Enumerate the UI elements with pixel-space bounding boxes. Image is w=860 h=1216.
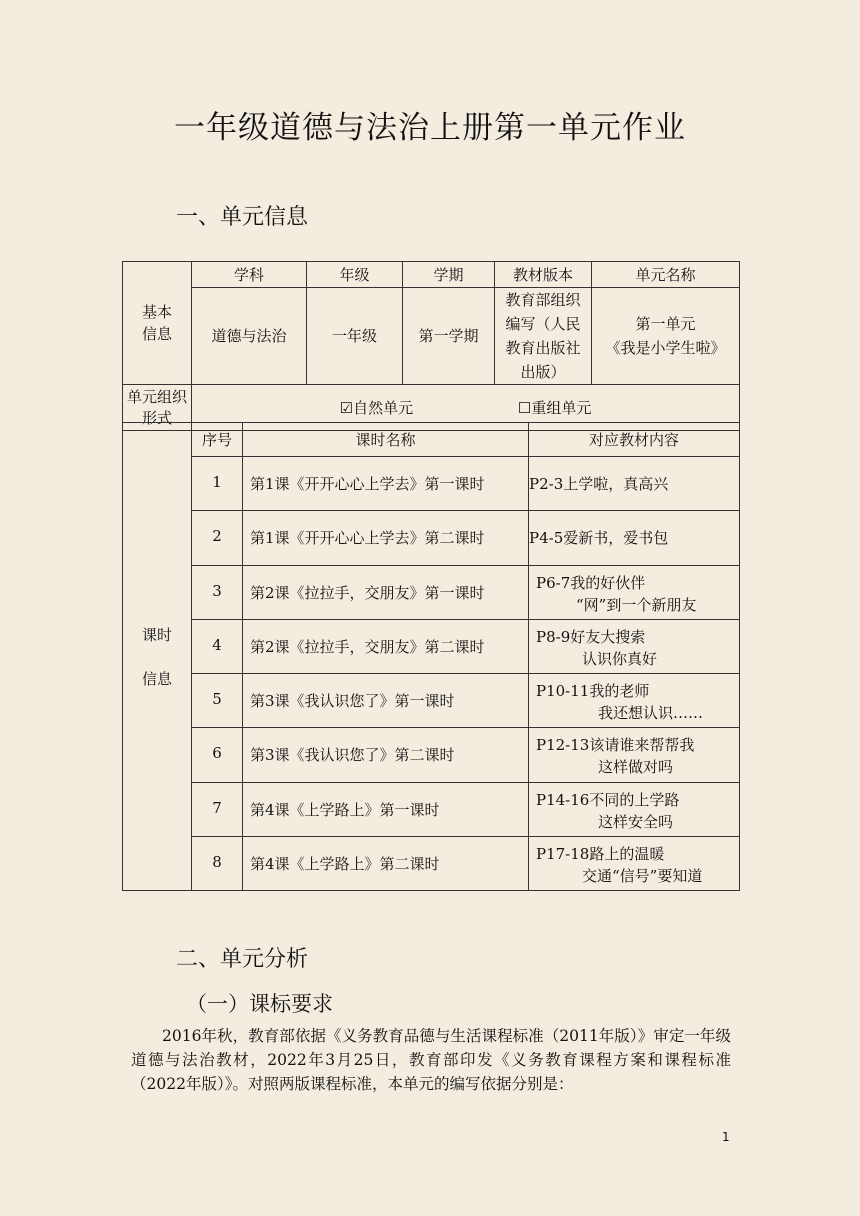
lesson-name: 第2课《拉拉手，交朋友》第一课时 [243, 566, 529, 620]
lesson-number: 1 [192, 457, 243, 511]
lesson-name: 第4课《上学路上》第一课时 [243, 783, 529, 837]
lesson-content: P12-13该请谁来帮帮我 这样做对吗 [529, 728, 740, 783]
subsection-heading-curriculum: （一）课标要求 [186, 992, 333, 1016]
table-row [123, 783, 740, 837]
lesson-content: P8-9好友大搜索 认识你真好 [529, 620, 740, 674]
lesson-info-label: 课时 信息 [123, 423, 192, 891]
header-lesson-name: 课时名称 [243, 423, 529, 457]
lesson-content: P14-16不同的上学路 这样安全吗 [529, 783, 740, 837]
natural-unit-checkbox[interactable]: ☑自然单元 [339, 398, 414, 417]
value-grade: 一年级 [307, 288, 403, 385]
basic-info-table [122, 261, 740, 431]
header-subject: 学科 [192, 262, 307, 288]
header-textbook: 教材版本 [495, 262, 592, 288]
lesson-content: P6-7我的好伙伴 “网”到一个新朋友 [529, 566, 740, 620]
lesson-number: 4 [192, 620, 243, 674]
table-row [123, 457, 740, 511]
lesson-name: 第3课《我认识您了》第一课时 [243, 674, 529, 728]
section-heading-unit-info: 一、单元信息 [176, 205, 309, 230]
lesson-number: 5 [192, 674, 243, 728]
lesson-number: 3 [192, 566, 243, 620]
lesson-number: 7 [192, 783, 243, 837]
lesson-name: 第2课《拉拉手，交朋友》第二课时 [243, 620, 529, 674]
header-unit-name: 单元名称 [592, 262, 740, 288]
table-row [123, 511, 740, 566]
lesson-number: 6 [192, 728, 243, 783]
table-row [123, 728, 740, 783]
document-title: 一年级道德与法治上册第一单元作业 [174, 110, 686, 146]
lesson-info-table [122, 422, 740, 891]
table-row [123, 837, 740, 891]
body-paragraph: 2016年秋，教育部依据《义务教育品德与生活课程标准（2011年版）》审定一年级道德与法治教材，2022年3月25日，教育部印发《义务教育课程方案和课程标准（2022年版）》。对照两版课程标准，本单元的编写依据分别是： [131, 1027, 731, 1093]
header-grade: 年级 [307, 262, 403, 288]
section-heading-unit-analysis: 二、单元分析 [176, 947, 309, 972]
page-number: 1 [722, 1130, 730, 1144]
value-term: 第一学期 [403, 288, 495, 385]
lesson-content: P2-3上学啦，真高兴 [529, 457, 740, 511]
value-textbook: 教育部组织编写（人民教育出版社出版） [495, 288, 592, 385]
lesson-content: P17-18路上的温暖 交通“信号”要知道 [529, 837, 740, 891]
table-row [123, 566, 740, 620]
org-form-label: 单元组织形式 [123, 385, 192, 431]
lesson-name: 第1课《开开心心上学去》第一课时 [243, 457, 529, 511]
header-term: 学期 [403, 262, 495, 288]
lesson-name: 第4课《上学路上》第二课时 [243, 837, 529, 891]
header-content: 对应教材内容 [529, 423, 740, 457]
value-subject: 道德与法治 [192, 288, 307, 385]
lesson-content: P4-5爱新书，爱书包 [529, 511, 740, 566]
lesson-name: 第1课《开开心心上学去》第二课时 [243, 511, 529, 566]
table-row [123, 674, 740, 728]
lesson-name: 第3课《我认识您了》第二课时 [243, 728, 529, 783]
header-number: 序号 [192, 423, 243, 457]
regroup-unit-checkbox[interactable]: ☐重组单元 [517, 398, 592, 417]
lesson-content: P10-11我的老师 我还想认识…… [529, 674, 740, 728]
value-unit-name: 第一单元 《我是小学生啦》 [592, 288, 740, 385]
lesson-number: 2 [192, 511, 243, 566]
lesson-number: 8 [192, 837, 243, 891]
basic-info-label: 基本 信息 [123, 262, 192, 385]
table-row [123, 620, 740, 674]
